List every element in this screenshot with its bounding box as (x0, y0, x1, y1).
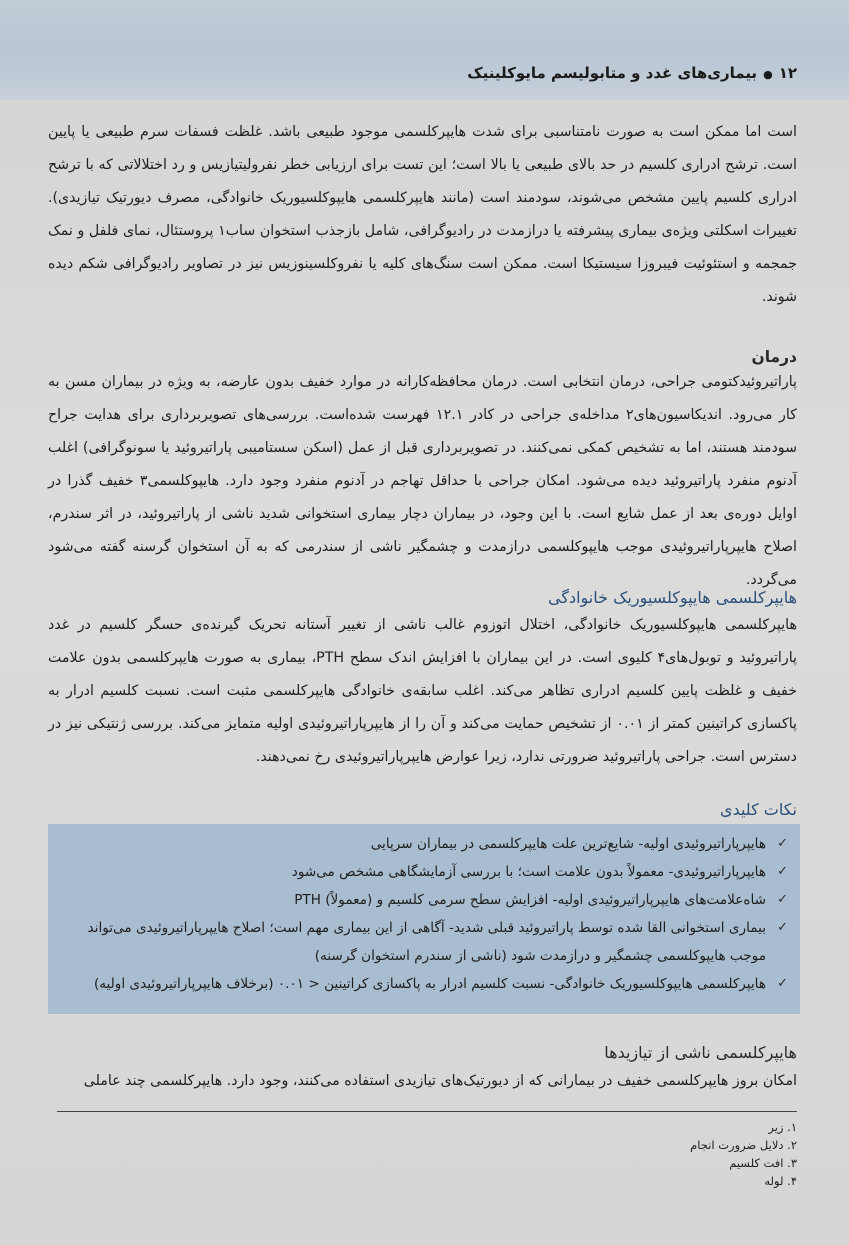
check-icon: ✓ (777, 864, 788, 879)
page-number: ۱۲ (778, 64, 797, 82)
check-icon: ✓ (777, 976, 788, 991)
fhh-heading: هایپرکلسمی هایپوکلسیوریک خانوادگی (547, 588, 797, 607)
page-header-band (0, 0, 849, 100)
chapter-title: بیماری‌های غدد و متابولیسم مایوکلینیک (467, 64, 758, 82)
check-icon: ✓ (777, 892, 788, 907)
key-point-item: ✓ بیماری استخوانی القا شده توسط پاراتیروئید قبلی شدید- آگاهی از این بیماری مهم است؛ اصلاح هایپرپاراتیروئیدی می‌تواند موجب هایپوکلسمی چشمگیر و درازمدت شود (ناشی از سندرم استخوان گرسنه) (62, 914, 788, 970)
key-point-item: ✓ هایپرکلسمی هایپوکلسیوریک خانوادگی- نسبت کلسیم ادرار به پاکسازی کراتینین < ۰.۰۱ (برخلاف هایپرپاراتیروئیدی اولیه) (62, 970, 788, 998)
check-icon: ✓ (777, 920, 788, 935)
fhh-paragraph: هایپرکلسمی هایپوکلسیوریک خانوادگی، اختلال اتوزوم غالب ناشی از تغییر آستانه تحریک گیرنده‌ی حسگر کلسیم در غدد پاراتیروئید و توبول‌های۴ کلیوی است. در این بیماران با افزایش اندک سطح PTH، بیماری به صورت هایپرکلسمی بدون علامت خفیف و غلظت پایین کلسیم ادراری تظاهر می‌کند. اغلب سابقه‌ی خانوادگی هایپرکلسمی مثبت است. نسبت کلسیم ادرار به پاکسازی کراتینین کمتر از ۰.۰۱ از تشخیص حمایت می‌کند و آن را از هایپرپاراتیروئیدی اولیه متمایز می‌کند. بررسی ژنتیکی نیز در دسترس است. جراحی پاراتیروئید ضرورتی ندارد، زیرا عوارض هایپرپاراتیروئیدی رخ نمی‌دهند. (48, 617, 797, 765)
key-points-box (48, 824, 800, 1014)
treatment-paragraph: پاراتیروئیدکتومی جراحی، درمان انتخابی است. درمان محافظه‌کارانه در موارد خفیف بدون عارضه، به ویژه در بیماران مسن به کار می‌رود. اندیکاسیون‌های۲ مداخله‌ی جراحی در کادر ۱۲.۱ فهرست شده‌است. بررسی‌های تصویربرداری برای هدایت جراح سودمند هستند، اما به تشخیص کمکی نمی‌کنند. در تصویربرداری قبل از عمل (اسکن سستامیبی پاراتیروئید یا سونوگرافی) اغلب آدنوم منفرد پاراتیروئید دیده می‌شود. امکان جراحی با حداقل تهاجم در آدنوم منفرد وجود دارد. هایپوکلسمی۳ خفیف گذرا در اوایل دوره‌ی بعد از عمل شایع است. با این وجود، در بیماران دچار بیماری استخوانی شدید ناشی از پاراتیروئید، در اثر سندرم، اصلاح هایپرپاراتیروئیدی موجب هایپوکلسمی درازمدت و چشمگیر ناشی از سندرمی که به آن استخوان گرسنه گفته می‌شود می‌گردد. (48, 374, 797, 588)
bullet-icon: ● (763, 68, 773, 81)
key-point-item: ✓ هایپرپاراتیروئیدی- معمولاً بدون علامت است؛ با بررسی آزمایشگاهی مشخص می‌شود (62, 858, 788, 886)
check-icon: ✓ (777, 836, 788, 851)
thiazide-paragraph: امکان بروز هایپرکلسمی خفیف در بیمارانی که از دیورتیک‌های تیازیدی استفاده می‌کنند، وجود دارد. هایپرکلسمی چند عاملی (83, 1073, 797, 1089)
footnote-divider (57, 1111, 797, 1112)
treatment-heading: درمان (751, 348, 797, 366)
thiazide-heading: هایپرکلسمی ناشی از تیازیدها (604, 1043, 797, 1062)
footnote-item: ۱. زیر (768, 1120, 797, 1134)
footnote-item: ۴. لوله (764, 1174, 797, 1188)
running-header (467, 64, 797, 82)
footnotes (690, 1118, 797, 1190)
key-points-list (48, 824, 800, 998)
key-points-heading: نکات کلیدی (720, 800, 797, 819)
footnote-item: ۳. افت کلسیم (729, 1156, 797, 1170)
footnote-item: ۲. دلایل ضرورت انجام (690, 1138, 797, 1152)
intro-paragraph: است اما ممکن است به صورت نامتناسبی برای شدت هایپرکلسمی موجود طبیعی باشد. غلظت فسفات سرم طبیعی یا پایین است. ترشح ادراری کلسیم در حد بالای طبیعی یا بالا است؛ این تست برای ارزیابی خطر نفرولیتیازیس و رد اختلالاتی که با ترشح ادراری کلسیم پایین مشخص می‌شوند، سودمند است (مانند هایپرکلسمی هایپوکلسیوریک خانوادگی، مصرف دیورتیک تیازیدی). تغییرات اسکلتی ویژه‌ی بیماری پیشرفته یا درازمدت در رادیوگرافی، شامل بازجذب استخوان ساب‌۱ پروستئال، نمای فلفل و نمک جمجمه و استئوئیت فیبروزا سیستیکا است. ممکن است سنگ‌های کلیه یا نفروکلسینوزیس نیز در تصاویر رادیوگرافی شکم دیده شوند. (48, 124, 797, 305)
key-point-item: ✓ هایپرپاراتیروئیدی اولیه- شایع‌ترین علت هایپرکلسمی در بیماران سرپایی (62, 830, 788, 858)
key-point-item: ✓ شاه‌علامت‌های هایپرپاراتیروئیدی اولیه- افزایش سطح سرمی کلسیم و (معمولاً) PTH (62, 886, 788, 914)
